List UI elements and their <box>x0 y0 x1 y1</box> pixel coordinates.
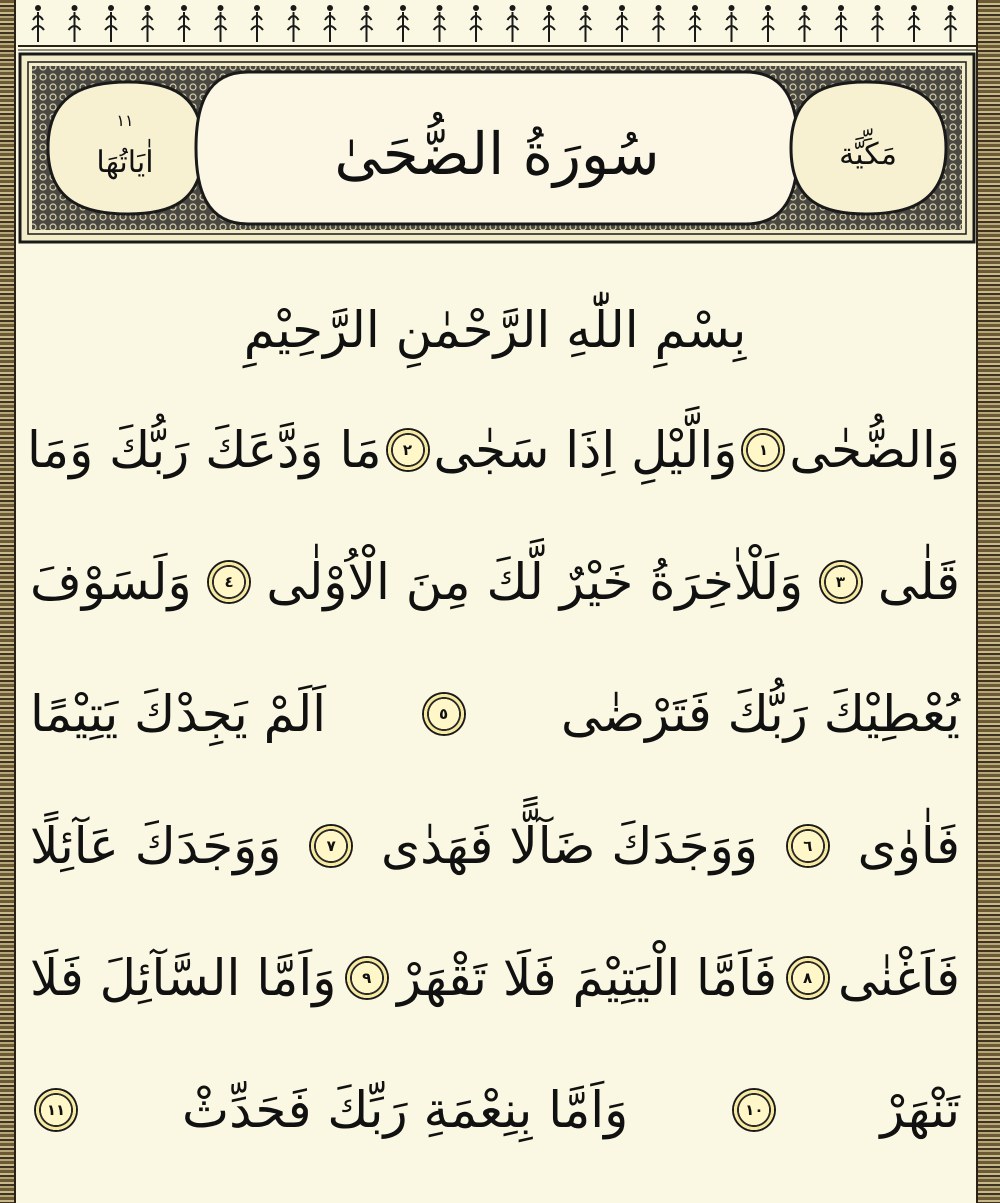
ornament-motif <box>799 5 811 42</box>
right-medallion <box>791 82 946 214</box>
verse-text: وَاَمَّا السَّآئِلَ فَلَا <box>30 949 337 1007</box>
ornament-motif <box>726 5 738 42</box>
ayah-number-marker: ٧ <box>309 824 353 868</box>
surah-header-panel <box>18 52 976 244</box>
ayah-number-marker: ٢ <box>386 428 430 472</box>
verse-text: وَالضُّحٰى <box>789 421 960 479</box>
top-ornament-band <box>18 0 976 52</box>
ornament-motif <box>543 5 555 42</box>
ornament-motif <box>288 5 300 42</box>
ayat-label: اٰيَاتُهَا <box>96 145 154 180</box>
ayat-count: ١١ <box>116 111 134 130</box>
ornament-motif <box>689 5 701 42</box>
ayah-number-marker: ١١ <box>34 1088 78 1132</box>
verse-line <box>30 654 960 774</box>
ornament-motif <box>908 5 920 42</box>
verse-text: فَاَمَّا الْيَتِيْمَ فَلَا تَقْهَرْ <box>397 949 778 1007</box>
verse-line <box>27 390 960 510</box>
ornament-motif <box>616 5 628 42</box>
ayah-number-marker: ٦ <box>786 824 830 868</box>
verse-text: وَاَمَّا بِنِعْمَةِ رَبِّكَ فَحَدِّثْ <box>182 1081 629 1139</box>
ornament-motif <box>251 5 263 42</box>
ornament-motif <box>32 5 44 42</box>
center-cartouche <box>196 72 798 224</box>
verse-text: وَلَسَوْفَ <box>30 553 192 611</box>
ornament-motif <box>835 5 847 42</box>
verse-text: تَنْهَرْ <box>880 1081 960 1139</box>
ornament-motif <box>434 5 446 42</box>
ornament-motif <box>872 5 884 42</box>
ayah-number-marker: ٤ <box>207 560 251 604</box>
ornament-motif <box>361 5 373 42</box>
ornament-motif <box>945 5 957 42</box>
ornament-motif <box>580 5 592 42</box>
ayah-number-marker: ٩ <box>345 956 389 1000</box>
ornament-motif <box>507 5 519 42</box>
left-medallion <box>48 82 203 214</box>
verse-text: قَلٰى <box>877 553 960 611</box>
ornament-motif <box>142 5 154 42</box>
basmala-line <box>30 270 960 390</box>
verse-line <box>30 918 960 1038</box>
left-page-border <box>0 0 16 1203</box>
revelation-type: مَكِّيَّة <box>839 137 897 172</box>
verse-text: فَاٰوٰى <box>857 817 960 875</box>
basmala: بِسْمِ اللّٰهِ الرَّحْمٰنِ الرَّحِيْمِ <box>243 301 747 359</box>
surah-title: سُورَةُ الضُّحَىٰ <box>334 120 660 188</box>
ornament-motif <box>215 5 227 42</box>
verse-text: اَلَمْ يَجِدْكَ يَتِيْمًا <box>30 685 327 743</box>
ornament-motif <box>69 5 81 42</box>
ornament-motif <box>105 5 117 42</box>
surah-text-body <box>27 250 960 1190</box>
ayah-number-marker: ١ <box>741 428 785 472</box>
ornament-motif <box>178 5 190 42</box>
verse-text: وَوَجَدَكَ ضَآلًّا فَهَدٰى <box>381 817 758 875</box>
ornament-motif <box>397 5 409 42</box>
ornament-motif <box>324 5 336 42</box>
ornament-motif <box>470 5 482 42</box>
right-page-border <box>976 0 1000 1203</box>
verse-text: فَاَغْنٰى <box>837 949 960 1007</box>
verse-line <box>30 522 960 642</box>
verse-text: وَوَجَدَكَ عَآئِلًا <box>30 817 282 875</box>
verse-line <box>30 1050 960 1170</box>
ornament-motif <box>653 5 665 42</box>
verse-text: وَلَلْاٰخِرَةُ خَيْرٌ لَّكَ مِنَ الْاُوْلٰى <box>266 553 804 611</box>
verse-text: يُعْطِيْكَ رَبُّكَ فَتَرْضٰى <box>561 685 960 743</box>
ayah-number-marker: ٨ <box>786 956 830 1000</box>
ayah-number-marker: ٣ <box>819 560 863 604</box>
ornament-motif <box>762 5 774 42</box>
verse-line <box>30 786 960 906</box>
ayah-number-marker: ٥ <box>422 692 466 736</box>
verse-text: مَا وَدَّعَكَ رَبُّكَ وَمَا <box>27 421 382 479</box>
ayah-number-marker: ١٠ <box>732 1088 776 1132</box>
verse-text: وَالَّيْلِ اِذَا سَجٰى <box>433 421 738 479</box>
